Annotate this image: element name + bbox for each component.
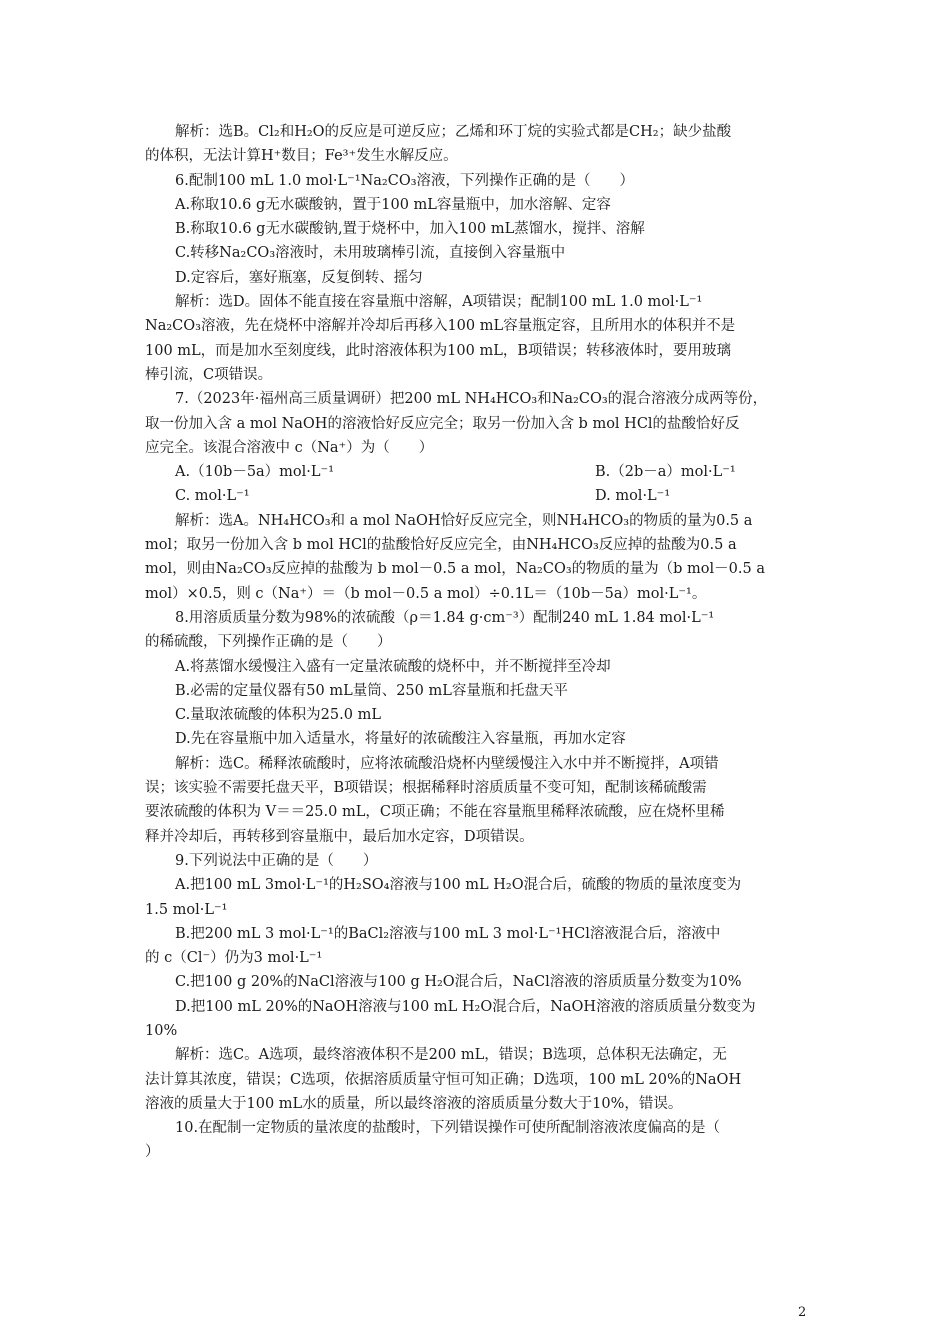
explanation-line: mol）×0.5，则 c（Na⁺）＝（b mol－0.5 a mol）÷0.1L＝（10b－5a）mol·L⁻¹。 (145, 585, 707, 602)
question-8 (145, 606, 810, 849)
question-10 (145, 1116, 810, 1165)
page-number: 2 (798, 1305, 807, 1320)
explanation-line: Na₂CO₃溶液，先在烧杯中溶解并冷却后再移入100 mL容量瓶定容，且所用水的体积并不是 (145, 318, 736, 335)
option-b: B.必需的定量仪器有50 mL量筒、250 mL容量瓶和托盘天平 (175, 682, 568, 699)
option-a: A.称取10.6 g无水碳酸钠，置于100 mL容量瓶中，加水溶解、定容 (175, 196, 611, 213)
option-b: B.（2b－a）mol·L⁻¹ (595, 464, 736, 481)
option-a: A.把100 mL 3mol·L⁻¹的H₂SO₄溶液与100 mL H₂O混合后，硫酸的物质的量浓度变为 (175, 877, 742, 894)
option-a: A.将蒸馏水缓慢注入盛有一定量浓硫酸的烧杯中，并不断搅拌至冷却 (175, 658, 611, 675)
explanation-line: 解析：选D。固体不能直接在容量瓶中溶解，A项错误；配制100 mL 1.0 mol·L⁻¹ (175, 294, 703, 311)
explanation-line: 100 mL，而是加水至刻度线，此时溶液体积为100 mL，B项错误；转移液体时，要用玻璃 (145, 342, 731, 359)
question-stem: 应完全。该混合溶液中 c（Na⁺）为（ ） (145, 439, 434, 456)
question-5-explanation (145, 120, 810, 169)
question-7 (145, 387, 810, 606)
option-c: C.把100 g 20%的NaCl溶液与100 g H₂O混合后，NaCl溶液的溶质质量分数变为10% (175, 974, 742, 991)
question-stem: 7.（2023年·福州高三质量调研）把200 mL NH₄HCO₃和Na₂CO₃的混合溶液分成两等份， (175, 391, 768, 408)
explanation-line: 误；该实验不需要托盘天平，B项错误；根据稀释时溶质质量不变可知，配制该稀硫酸需 (145, 780, 707, 797)
text-line: 解析：选B。Cl₂和H₂O的反应是可逆反应；乙烯和环丁烷的实验式都是CH₂；缺少盐酸 (175, 124, 732, 140)
question-stem: 6.配制100 mL 1.0 mol·L⁻¹Na₂CO₃溶液，下列操作正确的是（ ） (175, 172, 635, 189)
option-b: B.把200 mL 3 mol·L⁻¹的BaCl₂溶液与100 mL 3 mol·L⁻¹HCl溶液混合后，溶液中 (175, 925, 721, 942)
option-a: A.（10b－5a）mol·L⁻¹ (175, 464, 335, 481)
question-stem: ） (145, 1144, 160, 1161)
question-stem: 取一份加入含 a mol NaOH的溶液恰好反应完全；取另一份加入含 b mol HCl的盐酸恰好反 (145, 415, 740, 432)
options-row (145, 460, 810, 484)
option-d: D.定容后，塞好瓶塞，反复倒转、摇匀 (175, 269, 423, 286)
option-c: C.转移Na₂CO₃溶液时，未用玻璃棒引流，直接倒入容量瓶中 (175, 245, 566, 262)
question-stem: 8.用溶质质量分数为98%的浓硫酸（ρ＝1.84 g·cm⁻³）配制240 mL 1.84 mol·L⁻¹ (175, 609, 715, 626)
explanation-line: 法计算其浓度，错误；C选项，依据溶质质量守恒可知正确；D选项，100 mL 20%的NaOH (145, 1071, 742, 1088)
option-b: B.称取10.6 g无水碳酸钠,置于烧杯中，加入100 mL蒸馏水，搅拌、溶解 (175, 221, 645, 238)
explanation-line: 要浓硫酸的体积为 V＝＝25.0 mL，C项正确；不能在容量瓶里稀释浓硫酸，应在烧杯里稀 (145, 804, 725, 821)
option-d: D.先在容量瓶中加入适量水，将量好的浓硫酸注入容量瓶，再加水定容 (175, 731, 626, 748)
option-d: D.把100 mL 20%的NaOH溶液与100 mL H₂O混合后，NaOH溶液的溶质质量分数变为 (175, 998, 756, 1015)
option-c: C.量取浓硫酸的体积为25.0 mL (175, 707, 381, 724)
explanation-line: 解析：选C。A选项，最终溶液体积不是200 mL，错误；B选项，总体积无法确定，无 (175, 1047, 727, 1064)
question-stem: 10.在配制一定物质的量浓度的盐酸时，下列错误操作可使所配制溶液浓度偏高的是（ (175, 1120, 721, 1137)
explanation-line: 溶液的质量大于100 mL水的质量，所以最终溶液的溶质质量分数大于10%，错误。 (145, 1095, 683, 1112)
explanation-line: 解析：选C。稀释浓硫酸时，应将浓硫酸沿烧杯内壁缓慢注入水中并不断搅拌，A项错 (175, 755, 719, 772)
text-line: 的体积，无法计算H⁺数目；Fe³⁺发生水解反应。 (145, 148, 458, 165)
question-stem: 9.下列说法中正确的是（ ） (175, 852, 378, 869)
question-6 (145, 169, 810, 388)
option-d: D. mol·L⁻¹ (595, 488, 671, 505)
explanation-line: 解析：选A。NH₄HCO₃和 a mol NaOH恰好反应完全，则NH₄HCO₃的物质的量为0.5 a (175, 512, 753, 529)
question-9 (145, 849, 810, 1116)
question-stem: 的稀硫酸，下列操作正确的是（ ） (145, 634, 392, 651)
options-row (145, 484, 810, 508)
option-b: 的 c（Cl⁻）仍为3 mol·L⁻¹ (145, 950, 323, 967)
explanation-line: 释并冷却后，再转移到容量瓶中，最后加水定容，D项错误。 (145, 828, 534, 845)
option-c: C. mol·L⁻¹ (175, 488, 250, 505)
explanation-line: 棒引流，C项错误。 (145, 366, 273, 383)
explanation-line: mol；取另一份加入含 b mol HCl的盐酸恰好反应完全，由NH₄HCO₃反应掉的盐酸为0.5 a (145, 537, 737, 554)
option-d: 10% (145, 1022, 178, 1039)
option-a: 1.5 mol·L⁻¹ (145, 901, 228, 918)
explanation-line: mol，则由Na₂CO₃反应掉的盐酸为 b mol－0.5 a mol，Na₂CO₃的物质的量为（b mol－0.5 a (145, 561, 765, 578)
document-body (145, 120, 810, 1165)
